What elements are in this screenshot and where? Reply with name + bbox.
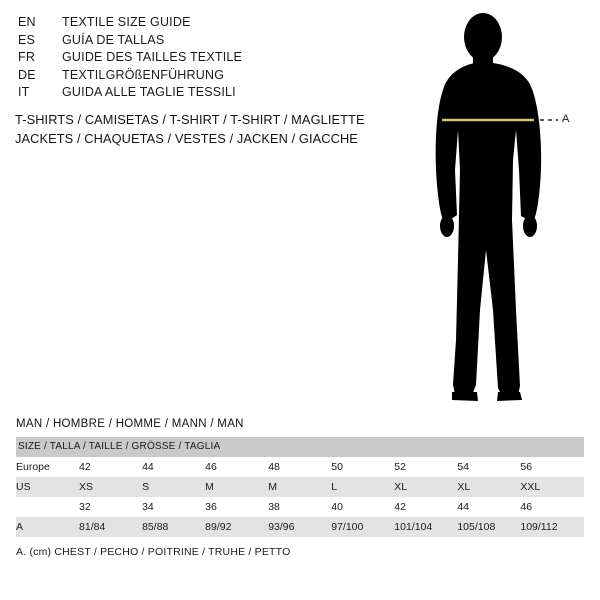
cell: 42 (79, 457, 142, 477)
table-row (16, 497, 584, 517)
language-row (18, 49, 378, 67)
cell: 48 (268, 457, 331, 477)
language-code: ES (18, 32, 36, 47)
table-title: MAN / HOMBRE / HOMME / MANN / MAN (16, 418, 244, 430)
cell: 101/104 (394, 517, 457, 537)
cell: 52 (394, 457, 457, 477)
language-code: IT (18, 85, 30, 99)
size-table-section (16, 418, 584, 537)
table-row (16, 477, 584, 497)
cell: 85/88 (142, 517, 205, 537)
table-header-label: SIZE / TALLA / TAILLE / GRÖSSE / TAGLIA (16, 437, 584, 457)
language-code: EN (18, 15, 36, 29)
cell: 46 (205, 457, 268, 477)
cell: 36 (205, 497, 268, 517)
cell: XS (79, 477, 142, 497)
cell: 44 (457, 497, 520, 517)
garment-line-jackets: JACKETS / CHAQUETAS / VESTES / JACKEN / GIACCHE (15, 131, 358, 146)
cell: 34 (142, 497, 205, 517)
garment-line-tshirts: T-SHIRTS / CAMISETAS / T-SHIRT / T-SHIRT / MAGLIETTE (15, 112, 365, 127)
cell: 42 (394, 497, 457, 517)
size-table (16, 437, 584, 537)
cell: 93/96 (268, 517, 331, 537)
language-row (18, 32, 378, 50)
cell: 97/100 (331, 517, 394, 537)
cell: 44 (142, 457, 205, 477)
table-footnote: A. (cm) CHEST / PECHO / POITRINE / TRUHE / PETTO (16, 546, 291, 558)
language-row (18, 14, 378, 32)
cell: 81/84 (79, 517, 142, 537)
male-silhouette-icon (410, 10, 590, 410)
cell: S (142, 477, 205, 497)
row-label: US (16, 477, 79, 497)
language-text: TEXTILGRÖßENFÜHRUNG (62, 67, 225, 82)
cell: 38 (268, 497, 331, 517)
cell: XXL (520, 477, 584, 497)
cell: 109/112 (520, 517, 584, 537)
table-header-row (16, 437, 584, 457)
figure-illustration (410, 10, 590, 410)
language-row (18, 67, 378, 85)
language-text: GUIDE DES TAILLES TEXTILE (62, 50, 243, 64)
table-row (16, 517, 584, 537)
language-code: DE (18, 67, 36, 82)
cell: 54 (457, 457, 520, 477)
cell: L (331, 477, 394, 497)
language-row (18, 84, 378, 102)
cell: XL (457, 477, 520, 497)
cell: 56 (520, 457, 584, 477)
cell: 46 (520, 497, 584, 517)
cell: M (205, 477, 268, 497)
cell: 32 (79, 497, 142, 517)
cell: XL (394, 477, 457, 497)
language-text: GUIDA ALLE TAGLIE TESSILI (62, 85, 236, 99)
language-code: FR (18, 50, 36, 64)
cell: 105/108 (457, 517, 520, 537)
language-text: TEXTILE SIZE GUIDE (62, 15, 191, 29)
row-label: A (16, 517, 79, 537)
language-list (18, 14, 378, 102)
cell: 50 (331, 457, 394, 477)
row-label (16, 497, 79, 517)
garment-type-list (15, 110, 415, 148)
table-row (16, 457, 584, 477)
row-label: Europe (16, 457, 79, 477)
language-text: GUÍA DE TALLAS (62, 32, 165, 47)
cell: M (268, 477, 331, 497)
measure-label-a: A (562, 113, 570, 125)
cell: 40 (331, 497, 394, 517)
cell: 89/92 (205, 517, 268, 537)
